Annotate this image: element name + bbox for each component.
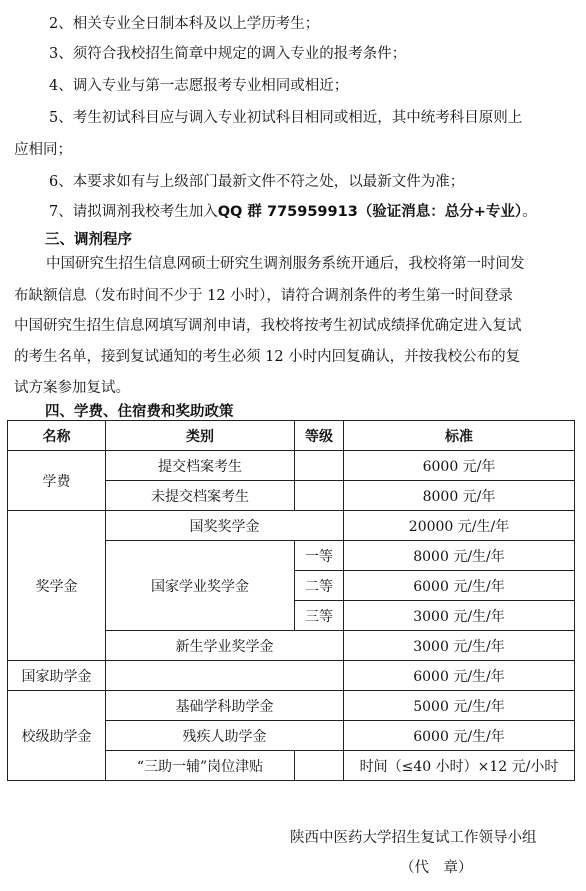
section-3-title: 三、调剂程序	[45, 232, 132, 248]
table-row	[8, 451, 575, 481]
standard-cell: 8000 元/生/年	[344, 541, 575, 571]
category-cell: 未提交档案考生	[106, 481, 295, 511]
procedure-line-4: 的考生名单，接到复试通知的考生必须 12 小时内回复确认，并按我校公布的复	[14, 349, 521, 365]
standard-cell: 20000 元/生/年	[344, 511, 575, 541]
procedure-line-5: 试方案参加复试。	[14, 380, 130, 396]
standard-cell: 6000 元/生/年	[344, 721, 575, 751]
level-cell	[295, 451, 344, 481]
level-cell	[295, 481, 344, 511]
category-cell	[106, 661, 344, 691]
level-cell	[295, 751, 344, 781]
category-cell: 残疾人助学金	[106, 721, 344, 751]
category-cell: 提交档案考生	[106, 451, 295, 481]
standard-cell: 时间（≤40 小时）×12 元/小时	[344, 751, 575, 781]
procedure-line-1: 中国研究生招生信息网硕士研究生调剂服务系统开通后，我校将第一时间发	[46, 256, 525, 272]
national-grant-cell: 国家助学金	[8, 661, 106, 691]
standard-cell: 6000 元/生/年	[344, 571, 575, 601]
header-name: 名称	[8, 421, 106, 451]
header-standard: 标准	[344, 421, 575, 451]
signature-org: 陕西中医药大学招生复试工作领导小组	[290, 830, 537, 846]
standard-cell: 5000 元/生/年	[344, 691, 575, 721]
item-7-suffix: 。	[522, 204, 537, 220]
requirement-item-2: 2、相关专业全日制本科及以上学历考生；	[49, 16, 320, 32]
standard-cell: 8000 元/年	[344, 481, 575, 511]
category-cell: “三助一辅”岗位津贴	[106, 751, 295, 781]
section-4-title: 四、学费、住宿费和奖助政策	[45, 404, 234, 420]
qq-group-info: QQ 群 775959913（验证消息：总分+专业）	[217, 204, 523, 220]
header-level: 等级	[295, 421, 344, 451]
level-cell: 三等	[295, 601, 344, 631]
table-row	[8, 511, 575, 541]
level-cell: 一等	[295, 541, 344, 571]
scholarship-cell: 奖学金	[8, 511, 106, 661]
procedure-line-2: 布缺额信息（发布时间不少于 12 小时），请符合调剂条件的考生第一时间登录	[14, 288, 513, 304]
requirement-item-3: 3、须符合我校招生简章中规定的调入专业的报考条件；	[49, 46, 407, 62]
standard-cell: 6000 元/年	[344, 451, 575, 481]
category-cell: 新生学业奖学金	[106, 631, 344, 661]
standard-cell: 3000 元/生/年	[344, 601, 575, 631]
table-row	[8, 691, 575, 721]
requirement-item-5-cont: 应相同；	[14, 142, 72, 158]
fees-table	[7, 420, 575, 781]
header-category: 类别	[106, 421, 295, 451]
procedure-line-3: 中国研究生招生信息网填写调剂申请，我校将按考生初试成绩择优确定进入复试	[14, 318, 522, 334]
academic-scholarship-cell: 国家学业奖学金	[106, 541, 295, 631]
school-grant-cell: 校级助学金	[8, 691, 106, 781]
standard-cell: 3000 元/生/年	[344, 631, 575, 661]
seal-text: （代 章）	[400, 860, 473, 876]
standard-cell: 6000 元/生/年	[344, 661, 575, 691]
tuition-cell: 学费	[8, 451, 106, 511]
table-row	[8, 661, 575, 691]
level-cell: 二等	[295, 571, 344, 601]
category-cell: 国奖奖学金	[106, 511, 344, 541]
category-cell: 基础学科助学金	[106, 691, 344, 721]
requirement-item-6: 6、本要求如有与上级部门最新文件不符之处，以最新文件为准；	[49, 174, 465, 190]
requirement-item-7	[49, 200, 537, 221]
item-7-prefix: 7、请拟调剂我校考生加入	[49, 204, 218, 220]
requirement-item-4: 4、调入专业与第一志愿报考专业相同或相近；	[49, 78, 349, 94]
requirement-item-5: 5、考生初试科目应与调入专业初试科目相同或相近，其中统考科目原则上	[49, 110, 523, 126]
table-header-row	[8, 421, 575, 451]
